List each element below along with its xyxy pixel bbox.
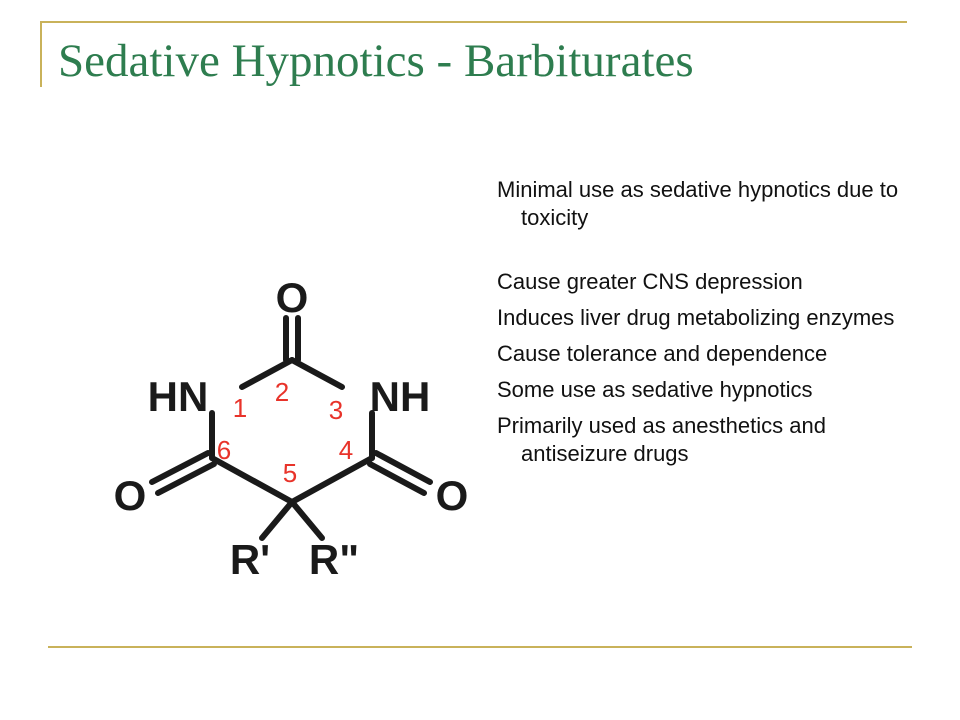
atom-r2: R" xyxy=(308,536,360,583)
barbiturate-structure xyxy=(90,270,480,590)
bullet-list xyxy=(497,176,917,476)
left-rule xyxy=(40,21,42,87)
bond-c4-o-b xyxy=(370,464,424,493)
bond-c4-c5 xyxy=(292,458,372,502)
bullet-item: Minimal use as sedative hypnotics due to toxicity xyxy=(497,177,899,230)
ring-number-1: 1 xyxy=(232,393,248,423)
atom-o-top: O xyxy=(275,274,309,321)
atom-nh: NH xyxy=(369,373,431,420)
atom-o-left: O xyxy=(113,472,147,519)
bullet-item: Cause tolerance and dependence xyxy=(497,341,828,366)
ring-number-4: 4 xyxy=(338,435,354,465)
atom-hn: HN xyxy=(147,373,209,420)
top-rule xyxy=(40,21,907,23)
bullet-item: Primarily used as anesthetics and antiseizure drugs xyxy=(497,413,826,466)
bond-c6-o-b xyxy=(158,464,214,493)
bond-c6-o-a xyxy=(152,453,208,482)
bullet-item: Some use as sedative hypnotics xyxy=(497,377,813,402)
ring-number-3: 3 xyxy=(328,395,344,425)
bond-c4-o-a xyxy=(376,453,430,482)
bottom-rule xyxy=(48,646,912,648)
atom-r1: R' xyxy=(229,536,271,583)
bond-c2-n3 xyxy=(292,360,342,387)
bond-c5-r2 xyxy=(292,502,322,538)
bond-c5-r1 xyxy=(262,502,292,538)
bullet-item: Induces liver drug metabolizing enzymes xyxy=(497,305,895,330)
slide-title: Sedative Hypnotics - Barbiturates xyxy=(58,35,694,87)
bullet-item: Cause greater CNS depression xyxy=(497,269,803,294)
ring-number-6: 6 xyxy=(216,435,232,465)
ring-number-2: 2 xyxy=(274,377,290,407)
ring-number-5: 5 xyxy=(282,458,298,488)
atom-o-right: O xyxy=(435,472,469,519)
